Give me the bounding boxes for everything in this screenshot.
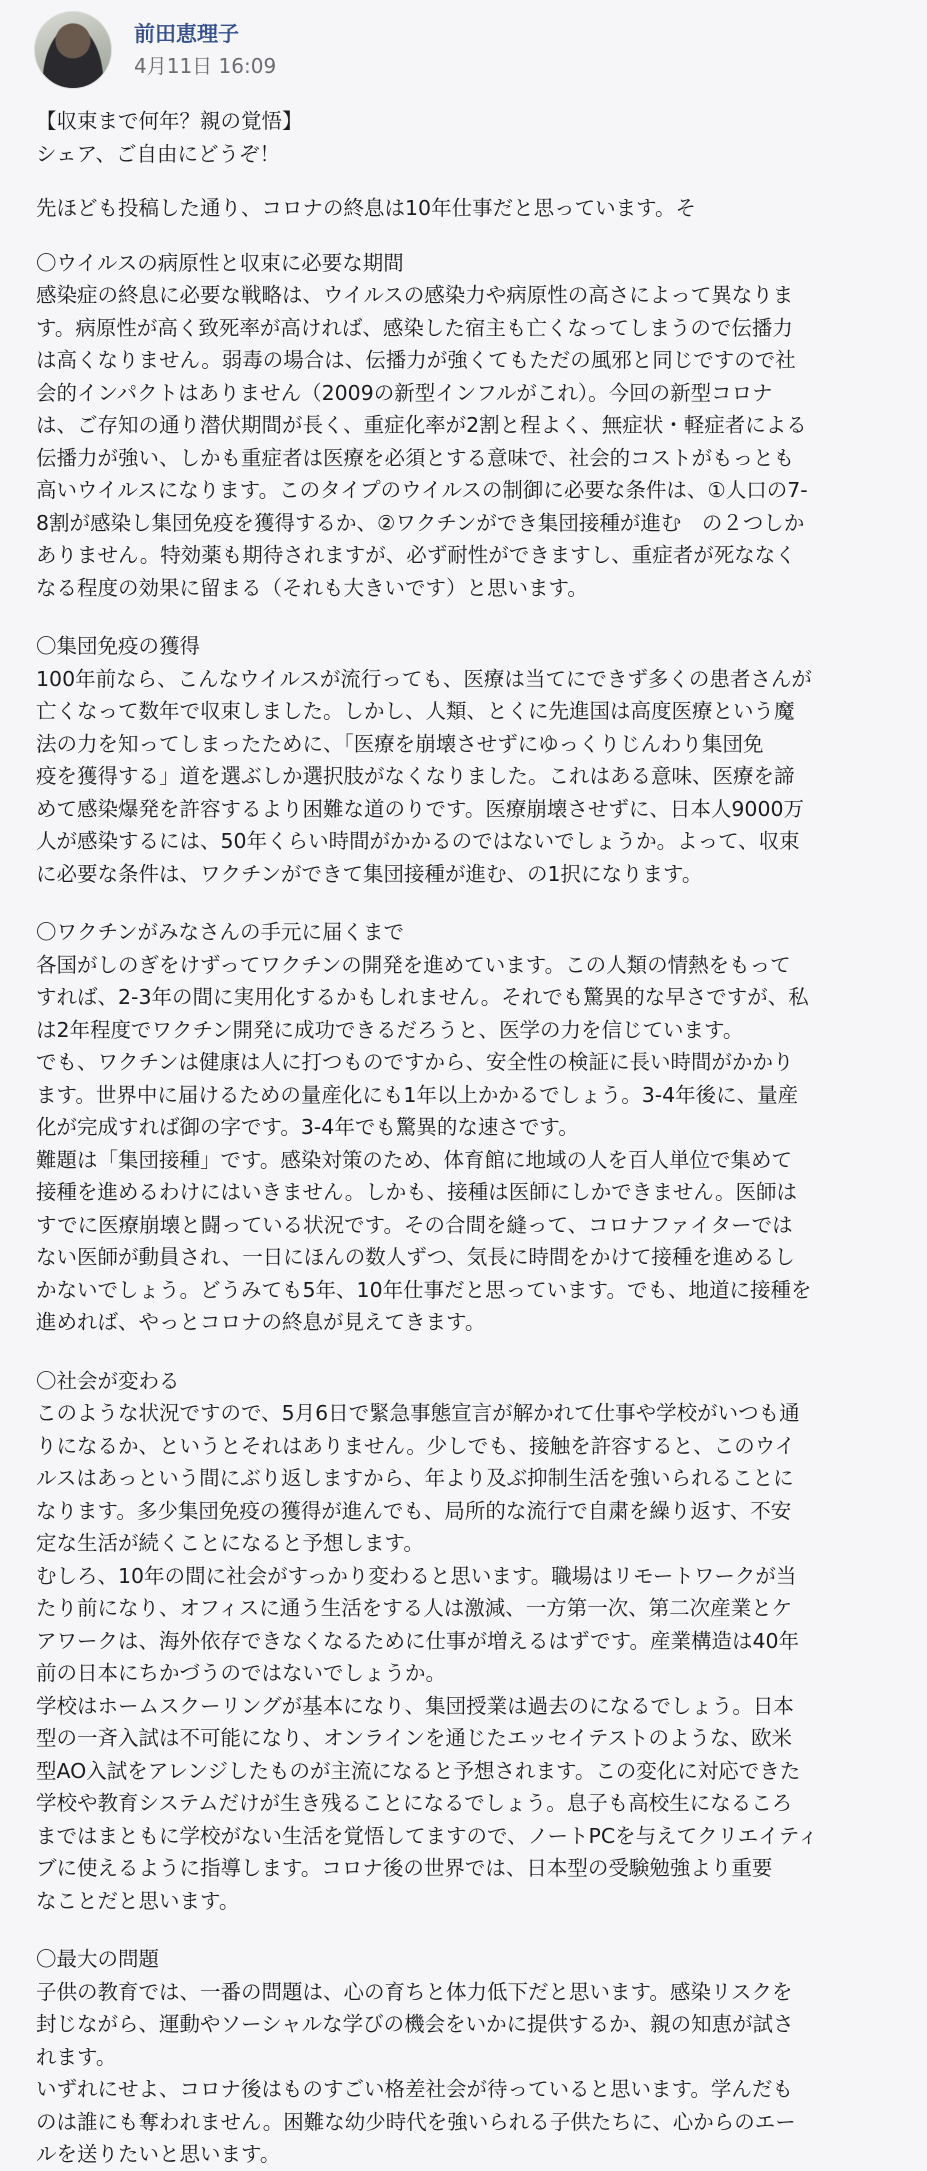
- text-line: 子供の教育では、一番の問題は、心の育ちと体力低下だと思います。感染リスクを: [36, 1979, 793, 2004]
- text-line: でも、ワクチンは健康は人に打つものですから、安全性の検証に長い時間がかかり: [36, 1050, 794, 1074]
- post-paragraph: [36, 1943, 896, 2171]
- text-line: 型の一斉入試は不可能になり、オンラインを通じたエッセイテストのような、欧米: [36, 1726, 793, 1750]
- author-name[interactable]: 前田恵理子: [134, 22, 239, 46]
- text-line: 型AO入試をアレンジしたものが主流になると予想されます。この変化に対応できた: [36, 1758, 801, 1783]
- text-line: 伝播力が強い、しかも重症者は医療を必須とする意味で、社会的コストがもっとも: [36, 445, 795, 470]
- text-line: 封じながら、運動やソーシャルな学びの機会をいかに提供するか、親の知恵が試さ: [36, 2012, 794, 2036]
- text-line: に必要な条件は、ワクチンができて集団接種が進む、の1択になります。: [36, 861, 703, 886]
- text-line: ルスはあっという間にぶり返しますから、年より及ぶ抑制生活を強いられることに: [36, 1466, 794, 1490]
- text-line: 接種を進めるわけにはいきません。しかも、接種は医師にしかできません。医師は: [36, 1180, 797, 1204]
- text-line: は高くなりません。弱毒の場合は、伝播力が強くてもただの風邪と同じですので社: [36, 348, 796, 372]
- post-meta: [134, 19, 276, 81]
- text-line: 感染症の終息に必要な戦略は、ウイルスの感染力や病原性の高さによって異なりま: [36, 283, 794, 307]
- text-line: 進めれば、やっとコロナの終息が見えてきます。: [36, 1310, 486, 1334]
- paragraph-gap: [36, 604, 896, 630]
- text-line: 【収束まで何年？親の覚悟】: [36, 109, 303, 133]
- text-line: 100年前なら、こんなウイルスが流行っても、医療は当てにできず多くの患者さんが: [36, 666, 812, 691]
- section-heading: 〇ウイルスの病原性と収束に必要な期間: [36, 250, 404, 275]
- text-line: なる程度の効果に留まる（それも大きいです）と思います。: [36, 575, 588, 600]
- text-line: 法の力を知ってしまったために、「医療を崩壊させずにゆっくりじんわり集団免: [36, 731, 764, 756]
- text-line: むしろ、10年の間に社会がすっかり変わると思います。職場はリモートワークが当: [36, 1563, 797, 1588]
- text-line: ない医師が動員され、一日にほんの数人ずつ、気長に時間をかけて接種を進めるし: [36, 1245, 795, 1269]
- text-line: 学校はホームスクーリングが基本になり、集団授業は過去のになるでしょう。日本: [36, 1693, 794, 1718]
- text-line: なことだと思います。: [36, 1888, 240, 1913]
- text-line: 定な生活が続くことになると予想します。: [36, 1531, 424, 1555]
- text-line: 8割が感染し集団免疫を獲得するか、②ワクチンができ集団接種が進む の２つしか: [36, 510, 805, 535]
- post-header: [34, 10, 276, 90]
- text-line: たり前になり、オフィスに通う生活をする人は激減、一方第一次、第二次産業とケ: [36, 1596, 793, 1620]
- text-line: かないでしょう。どうみても5年、10年仕事だと思っています。でも、地道に接種を: [36, 1277, 812, 1302]
- text-line: のは誰にも奪われません。困難な幼少時代を強いられる子供たちに、心からのエー: [36, 2109, 796, 2134]
- text-line: アワークは、海外依存できなくなるために仕事が増えるはずです。産業構造は40年: [36, 1628, 800, 1653]
- text-line: は2年程度でワクチン開発に成功できるだろうと、医学の力を信じています。: [36, 1017, 744, 1042]
- section-heading: 〇集団免疫の獲得: [36, 634, 200, 658]
- text-line: いずれにせよ、コロナ後はものすごい格差社会が待っていると思います。学んだも: [36, 2077, 793, 2101]
- post-paragraph: [36, 916, 896, 1339]
- text-line: すでに医療崩壊と闘っている状況です。その合間を縫って、コロナファイターでは: [36, 1212, 793, 1237]
- text-line: 難題は「集団接種」です。感染対策のため、体育館に地域の人を百人単位で集めて: [36, 1147, 793, 1172]
- text-line: は、ご存知の通り潜伏期間が長く、重症化率が2割と程よく、無症状・軽症者による: [36, 413, 807, 437]
- post-paragraph: [36, 1365, 896, 1918]
- text-line: 先ほども投稿した通り、コロナの終息は10年仕事だと思っています。そ: [36, 196, 696, 220]
- text-line: 人が感染するには、50年くらい時間がかかるのではないでしょうか。よって、収束: [36, 829, 800, 853]
- text-line: ありません。特効薬も期待されますが、必ず耐性ができますし、重症者が死ななく: [36, 543, 796, 567]
- text-line: ブに使えるように指導します。コロナ後の世界では、日本型の受験勉強より重要: [36, 1856, 773, 1880]
- text-line: 会的インパクトはありません（2009の新型インフルがこれ）。今回の新型コロナ: [36, 380, 773, 405]
- paragraph-gap: [36, 890, 896, 916]
- post-paragraph: [36, 630, 896, 890]
- text-line: 学校や教育システムだけが生き残ることになるでしょう。息子も高校生になるころ: [36, 1791, 793, 1815]
- paragraph-gap: [36, 170, 896, 192]
- text-line: なります。多少集団免疫の獲得が進んでも、局所的な流行で自粛を繰り返す、不安: [36, 1498, 792, 1523]
- text-line: 各国がしのぎをけずってワクチンの開発を進めています。この人類の情熱をもって: [36, 952, 791, 977]
- post-paragraph: [36, 105, 896, 170]
- text-line: 化が完成すれば御の字です。3-4年でも驚異的な速さです。: [36, 1115, 579, 1139]
- text-line: めて感染爆発を許容するより困難な道のりです。医療崩壊させずに、日本人9000万: [36, 796, 805, 821]
- section-heading: 〇最大の問題: [36, 1947, 159, 1971]
- post-body: [36, 105, 896, 2171]
- text-line: 高いウイルスになります。このタイプのウイルスの制御に必要な条件は、①人口の7-: [36, 478, 808, 502]
- paragraph-gap: [36, 1917, 896, 1943]
- text-line: このような状況ですので、5月6日で緊急事態宣言が解かれて仕事や学校がいつも通: [36, 1401, 800, 1425]
- post-paragraph: [36, 192, 896, 225]
- paragraph-gap: [36, 1339, 896, 1365]
- text-line: まではまともに学校がない生活を覚悟してますので、ノートPCを与えてクリエイティ: [36, 1823, 819, 1848]
- section-heading: 〇社会が変わる: [36, 1368, 180, 1393]
- text-line: す。病原性が高く致死率が高ければ、感染した宿主も亡くなってしまうので伝播力: [36, 315, 793, 340]
- paragraph-gap: [36, 225, 896, 247]
- post-paragraph: [36, 247, 896, 605]
- post-timestamp[interactable]: 4月11日 16:09: [134, 54, 277, 78]
- text-line: れます。: [36, 2044, 117, 2069]
- author-avatar[interactable]: [34, 11, 112, 89]
- text-line: シェア、ご自由にどうぞ！: [36, 141, 280, 166]
- text-line: りになるか、というとそれはありません。少しでも、接触を許容すると、このウイ: [36, 1433, 796, 1458]
- text-line: すれば、2-3年の間に実用化するかもしれません。それでも驚異的な早さですが、私: [36, 985, 809, 1009]
- text-line: 疫を獲得する」道を選ぶしか選択肢がなくなりました。これはある意味、医療を諦: [36, 764, 795, 788]
- text-line: ルを送りたいと思います。: [36, 2142, 281, 2166]
- text-line: 前の日本にちかづうのではないでしょうか。: [36, 1661, 446, 1685]
- section-heading: 〇ワクチンがみなさんの手元に届くまで: [36, 920, 404, 944]
- text-line: ます。世界中に届けるための量産化にも1年以上かかるでしょう。3-4年後に、量産: [36, 1082, 799, 1107]
- text-line: 亡くなって数年で収束しました。しかし、人類、とくに先進国は高度医療という魔: [36, 699, 795, 723]
